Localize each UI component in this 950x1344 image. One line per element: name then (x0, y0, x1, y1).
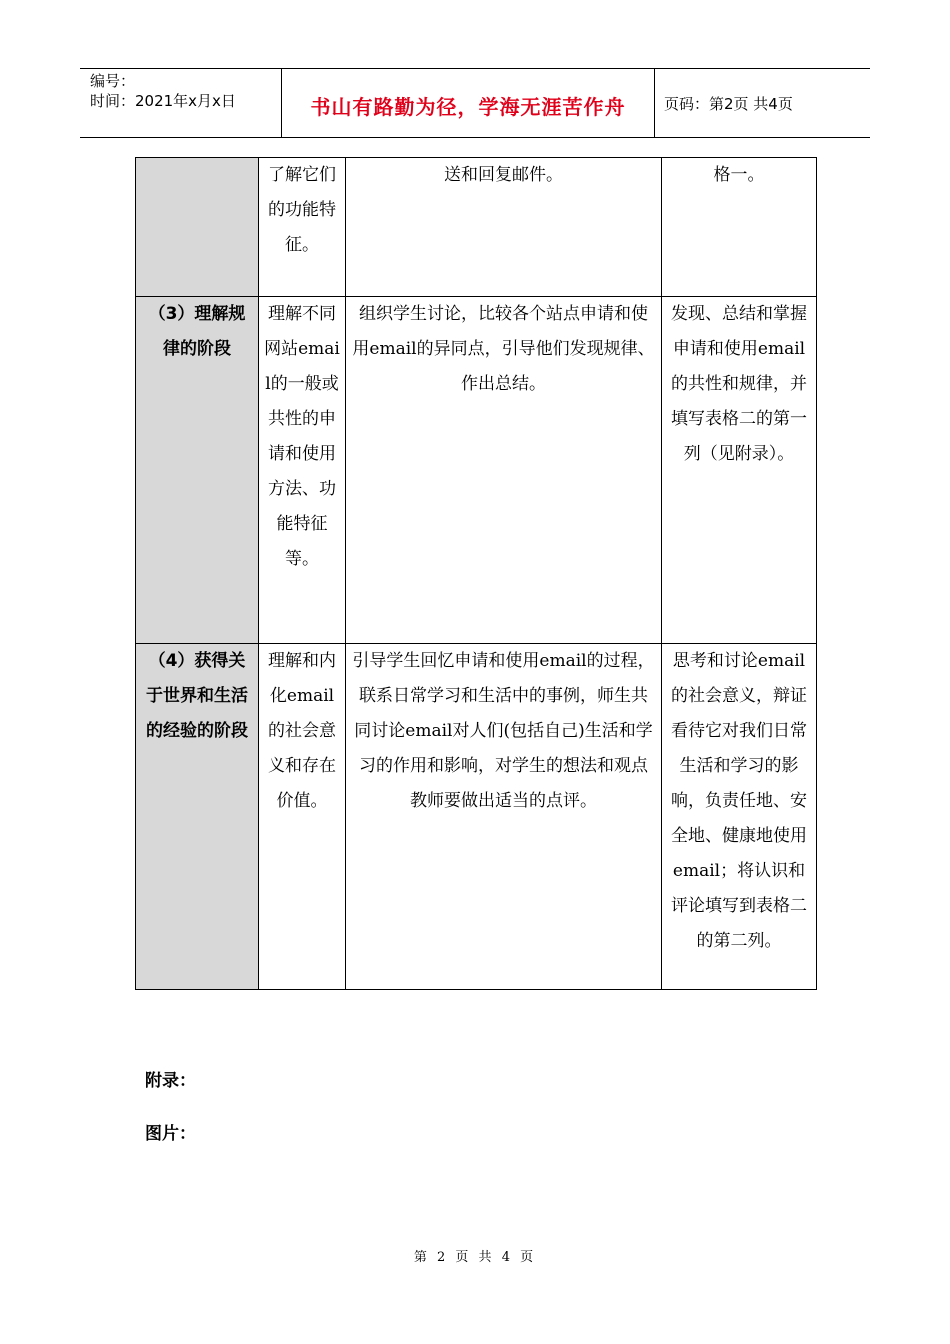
table-row (136, 158, 817, 297)
teacher-activity-cell: 送和回复邮件。 (346, 158, 662, 297)
student-activity-cell: 发现、总结和掌握申请和使用email的共性和规律，并填写表格二的第一列（见附录）。 (662, 297, 817, 644)
appendix-heading: 附录： (145, 1071, 196, 1091)
images-heading: 图片： (145, 1124, 196, 1144)
header-meta (90, 71, 236, 111)
student-activity-cell: 格一。 (662, 158, 817, 297)
header-divider (654, 69, 655, 137)
goal-cell: 了解它们的功能特征。 (259, 158, 346, 297)
stage-cell: （4）获得关于世界和生活的经验的阶段 (136, 644, 259, 990)
stage-cell: （3）理解规律的阶段 (136, 297, 259, 644)
date-label: 时间：2021年x月x日 (90, 92, 236, 110)
header-motto: 书山有路勤为径，学海无涯苦作舟 (310, 95, 626, 119)
number-label: 编号： (90, 72, 136, 90)
page-footer: 第 2 页 共 4 页 (413, 1250, 537, 1265)
teacher-activity-cell: 组织学生讨论，比较各个站点申请和使用email的异同点，引导他们发现规律、作出总结。 (346, 297, 662, 644)
lesson-table (135, 157, 817, 990)
goal-cell: 理解和内化email的社会意义和存在价值。 (259, 644, 346, 990)
student-activity-cell: 思考和讨论email的社会意义，辩证看待它对我们日常生活和学习的影响，负责任地、安全地、健康地使用email；将认识和评论填写到表格二的第二列。 (662, 644, 817, 990)
teacher-activity-cell: 引导学生回忆申请和使用email的过程，联系日常学习和生活中的事例，师生共同讨论email对人们(包括自己)生活和学习的作用和影响，对学生的想法和观点教师要做出适当的点评。 (346, 644, 662, 990)
goal-cell: 理解不同网站email的一般或共性的申请和使用方法、功能特征等。 (259, 297, 346, 644)
page-info: 页码：第2页 共4页 (664, 95, 793, 113)
table-row (136, 644, 817, 990)
page-header (80, 68, 870, 138)
stage-cell (136, 158, 259, 297)
table-row (136, 297, 817, 644)
